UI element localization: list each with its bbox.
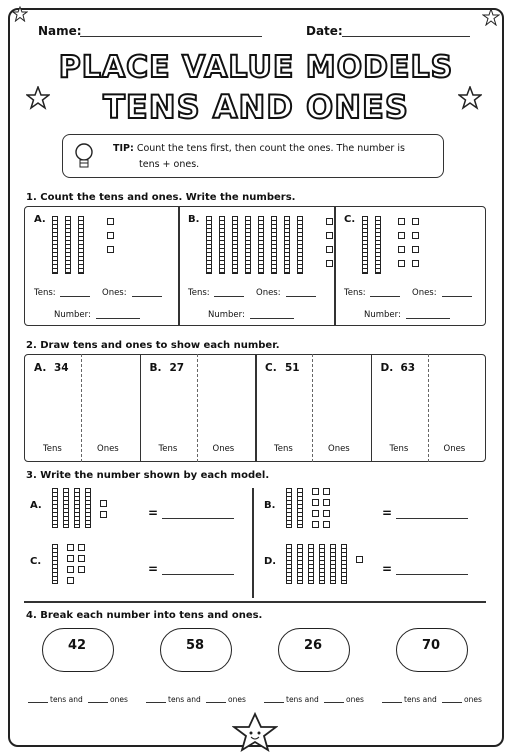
one-cube xyxy=(326,218,333,225)
tens-text: tens and xyxy=(404,695,437,704)
one-cube xyxy=(412,232,419,239)
number-answer-field[interactable] xyxy=(250,318,294,319)
ten-rod xyxy=(308,544,314,584)
one-cube xyxy=(312,499,319,506)
date-label: Date: xyxy=(306,24,343,38)
item-letter: C. xyxy=(344,214,356,225)
target-number: 27 xyxy=(169,362,185,374)
ten-rod xyxy=(284,216,290,274)
ones-column-label: Ones xyxy=(212,444,235,454)
ten-rod xyxy=(52,544,58,584)
tip-text-2: tens + ones. xyxy=(139,159,200,170)
tens-column-label: Tens xyxy=(43,444,62,454)
page-title-line2: TENS AND ONES xyxy=(103,88,409,126)
ten-rod xyxy=(219,216,225,274)
target-number: 63 xyxy=(400,362,416,374)
item-letter: B. xyxy=(188,214,200,225)
section4-title: 4. Break each number into tens and ones. xyxy=(26,610,263,621)
ones-answer-field[interactable] xyxy=(206,702,226,703)
one-cube xyxy=(312,521,319,528)
one-cube xyxy=(412,218,419,225)
item-letter: B. xyxy=(149,362,162,374)
one-cube xyxy=(78,566,85,573)
ones-answer-field[interactable] xyxy=(442,702,462,703)
one-cube xyxy=(356,556,363,563)
star-icon xyxy=(482,8,500,26)
tens-answer-field[interactable] xyxy=(60,296,90,297)
tens-label: Tens: xyxy=(344,288,366,298)
ones-text: ones xyxy=(228,695,246,704)
tip-box xyxy=(62,134,444,178)
tens-answer-field[interactable] xyxy=(214,296,244,297)
ones-text: ones xyxy=(464,695,482,704)
ten-rod xyxy=(341,544,347,584)
section3-title: 3. Write the number shown by each model. xyxy=(26,470,270,481)
ten-rod xyxy=(258,216,264,274)
tip-label: TIP: xyxy=(113,143,134,154)
equals-sign: = xyxy=(148,506,159,520)
lightbulb-icon xyxy=(73,141,95,173)
ten-rod xyxy=(52,216,58,274)
item-letter: A. xyxy=(30,500,42,511)
cloud-number: 26 xyxy=(304,638,323,653)
ones-column-label: Ones xyxy=(443,444,466,454)
tens-answer-field[interactable] xyxy=(264,702,284,703)
one-cube xyxy=(323,488,330,495)
equals-sign: = xyxy=(382,562,393,576)
one-cube xyxy=(326,260,333,267)
cloud-number: 42 xyxy=(68,638,87,653)
ten-rod xyxy=(206,216,212,274)
one-cube xyxy=(323,499,330,506)
one-cube xyxy=(78,544,85,551)
smiling-star-icon xyxy=(232,712,278,752)
tens-answer-field[interactable] xyxy=(382,702,402,703)
cloud-number: 70 xyxy=(422,638,441,653)
number-label: Number: xyxy=(364,310,401,320)
one-cube xyxy=(398,260,405,267)
date-field[interactable] xyxy=(342,36,470,37)
one-cube xyxy=(323,521,330,528)
tip-text: Count the tens first, then count the ones. The number is xyxy=(136,143,405,154)
one-cube xyxy=(312,510,319,517)
one-cube xyxy=(107,246,114,253)
divider xyxy=(24,601,486,603)
tens-column-label: Tens xyxy=(274,444,293,454)
ten-rod xyxy=(330,544,336,584)
one-cube xyxy=(312,488,319,495)
ones-text: ones xyxy=(346,695,364,704)
number-answer-field[interactable] xyxy=(96,318,140,319)
one-cube xyxy=(107,232,114,239)
item-letter: D. xyxy=(380,362,394,374)
ten-rod xyxy=(297,488,303,528)
target-number: 51 xyxy=(285,362,300,374)
name-label: Name: xyxy=(38,24,82,38)
ones-answer-field[interactable] xyxy=(324,702,344,703)
ten-rod xyxy=(74,488,80,528)
section1-title: 1. Count the tens and ones. Write the numbers. xyxy=(26,192,296,203)
ones-label: Ones: xyxy=(256,288,281,298)
cloud-number: 58 xyxy=(186,638,205,653)
divider xyxy=(252,488,254,598)
page-title-line1: PLACE VALUE MODELS xyxy=(58,50,454,85)
ten-rod xyxy=(375,216,381,274)
one-cube xyxy=(67,566,74,573)
one-cube xyxy=(398,232,405,239)
ones-column-label: Ones xyxy=(97,444,119,454)
tens-text: tens and xyxy=(286,695,319,704)
section2-title: 2. Draw tens and ones to show each number. xyxy=(26,340,280,351)
number-label: Number: xyxy=(54,310,91,320)
one-cube xyxy=(398,246,405,253)
one-cube xyxy=(67,577,74,584)
number-label: Number: xyxy=(208,310,245,320)
one-cube xyxy=(412,246,419,253)
item-letter: C. xyxy=(265,362,277,374)
ten-rod xyxy=(63,488,69,528)
drawing-area[interactable] xyxy=(373,380,483,438)
star-icon xyxy=(12,6,28,22)
ten-rod xyxy=(297,544,303,584)
tens-answer-field[interactable] xyxy=(370,296,400,297)
name-field[interactable] xyxy=(80,36,262,37)
equals-sign: = xyxy=(382,506,393,520)
item-letter: C. xyxy=(30,556,42,567)
ten-rod xyxy=(286,544,292,584)
one-cube xyxy=(78,555,85,562)
one-cube xyxy=(326,246,333,253)
ten-rod xyxy=(232,216,238,274)
ten-rod xyxy=(319,544,325,584)
drawing-area[interactable] xyxy=(142,380,252,438)
answer-field[interactable] xyxy=(396,574,468,575)
tens-column-label: Tens xyxy=(158,444,178,454)
item-letter: A. xyxy=(34,214,46,225)
ten-rod xyxy=(362,216,368,274)
tens-text: tens and xyxy=(50,695,83,704)
divider xyxy=(334,206,336,326)
one-cube xyxy=(100,500,107,507)
one-cube xyxy=(100,511,107,518)
ten-rod xyxy=(52,488,58,528)
tens-label: Tens: xyxy=(188,288,210,298)
ones-answer-field[interactable] xyxy=(88,702,108,703)
ten-rod xyxy=(297,216,303,274)
one-cube xyxy=(412,260,419,267)
tens-answer-field[interactable] xyxy=(28,702,48,703)
ones-answer-field[interactable] xyxy=(286,296,316,297)
ones-column-label: Ones xyxy=(328,444,350,454)
ten-rod xyxy=(85,488,91,528)
ones-text: ones xyxy=(110,695,128,704)
one-cube xyxy=(323,510,330,517)
one-cube xyxy=(326,232,333,239)
ten-rod xyxy=(65,216,71,274)
number-answer-field[interactable] xyxy=(406,318,450,319)
item-letter: B. xyxy=(264,500,276,511)
item-letter: A. xyxy=(34,362,47,374)
drawing-area[interactable] xyxy=(26,380,136,438)
ones-answer-field[interactable] xyxy=(442,296,472,297)
ten-rod xyxy=(245,216,251,274)
ten-rod xyxy=(286,488,292,528)
one-cube xyxy=(67,544,74,551)
ten-rod xyxy=(78,216,84,274)
answer-field[interactable] xyxy=(396,518,468,519)
target-number: 34 xyxy=(54,362,69,374)
equals-sign: = xyxy=(148,562,159,576)
tens-text: tens and xyxy=(168,695,201,704)
answer-field[interactable] xyxy=(162,518,234,519)
ones-answer-field[interactable] xyxy=(132,296,162,297)
drawing-area[interactable] xyxy=(257,380,367,438)
ten-rod xyxy=(271,216,277,274)
tens-column-label: Tens xyxy=(389,444,409,454)
one-cube xyxy=(398,218,405,225)
one-cube xyxy=(107,218,114,225)
tens-label: Tens: xyxy=(34,288,56,298)
divider xyxy=(178,206,180,326)
item-letter: D. xyxy=(264,556,277,567)
answer-field[interactable] xyxy=(162,574,234,575)
one-cube xyxy=(67,555,74,562)
ones-label: Ones: xyxy=(102,288,127,298)
tens-answer-field[interactable] xyxy=(146,702,166,703)
ones-label: Ones: xyxy=(412,288,437,298)
